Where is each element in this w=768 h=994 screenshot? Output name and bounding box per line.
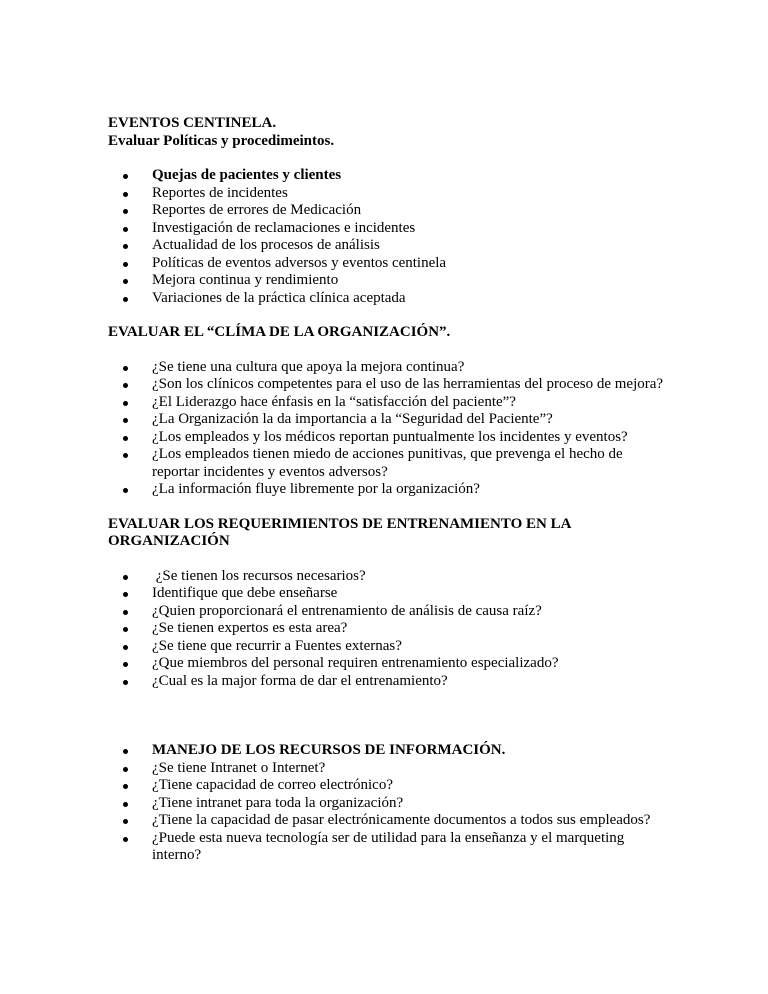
bullet-icon xyxy=(123,575,128,580)
document-page xyxy=(108,115,708,865)
bullet-icon xyxy=(123,262,128,267)
section-title-entrenamiento: EVALUAR LOS REQUERIMIENTOS DE ENTRENAMIENTO EN LA xyxy=(108,515,572,532)
list-politicas xyxy=(108,167,708,307)
bullet-icon xyxy=(123,837,128,842)
list-clima xyxy=(108,359,708,499)
bullet-icon xyxy=(123,418,128,423)
list-item: ¿Tiene la capacidad de pasar electrónicamente documentos a todos sus empleados? xyxy=(108,812,672,830)
bullet-icon xyxy=(123,453,128,458)
bullet-icon xyxy=(123,366,128,371)
bullet-icon xyxy=(123,436,128,441)
bullet-icon xyxy=(123,192,128,197)
bullet-icon xyxy=(123,749,128,754)
list-item: ¿Son los clínicos competentes para el uso de las herramientas del proceso de mejora? xyxy=(108,376,672,394)
section-title-informacion: MANEJO DE LOS RECURSOS DE INFORMACIÓN. xyxy=(152,742,506,758)
section-title-entrenamiento-cont: ORGANIZACIÓN xyxy=(108,533,230,549)
list-item: ¿Se tienen los recursos necesarios? xyxy=(108,568,672,586)
list-item: ¿Se tiene una cultura que apoya la mejora continua? xyxy=(108,359,672,377)
bullet-icon xyxy=(123,627,128,632)
bullet-icon xyxy=(123,279,128,284)
list-informacion xyxy=(108,742,708,865)
bullet-icon xyxy=(123,297,128,302)
bullet-icon xyxy=(123,645,128,650)
list-item: ¿La información fluye libremente por la organización? xyxy=(108,481,672,499)
section-title-clima: EVALUAR EL “CLÍMA DE LA ORGANIZACIÓN”. xyxy=(108,324,451,340)
list-item: ¿Tiene intranet para toda la organización? xyxy=(108,795,672,813)
list-item: ¿La Organización la da importancia a la “Seguridad del Paciente”? xyxy=(108,411,672,429)
list-item: Actualidad de los procesos de análisis xyxy=(108,237,672,255)
bullet-icon xyxy=(123,401,128,406)
list-item: ¿El Liderazgo hace énfasis en la “satisfacción del paciente”? xyxy=(108,394,672,412)
list-item: Reportes de incidentes xyxy=(108,185,672,203)
bullet-icon xyxy=(123,209,128,214)
section-subtitle: Evaluar Políticas y procedimeintos. xyxy=(108,132,335,149)
list-item: Reportes de errores de Medicación xyxy=(108,202,672,220)
list-entrenamiento xyxy=(108,568,708,691)
bullet-icon xyxy=(123,767,128,772)
bullet-icon xyxy=(123,819,128,824)
list-item: ¿Cual es la major forma de dar el entrenamiento? xyxy=(108,673,672,691)
list-item: ¿Los empleados tienen miedo de acciones punitivas, que prevenga el hecho de reportar incidentes y eventos adversos? xyxy=(108,446,672,481)
section-entrenamiento xyxy=(108,516,708,551)
bullet-icon xyxy=(123,784,128,789)
bullet-icon xyxy=(123,592,128,597)
bullet-icon xyxy=(123,488,128,493)
list-item: ¿Quien proporcionará el entrenamiento de análisis de causa raíz? xyxy=(108,603,672,621)
bullet-icon xyxy=(123,174,128,179)
list-item: Variaciones de la práctica clínica aceptada xyxy=(108,290,672,308)
list-item: ¿Se tienen expertos es esta area? xyxy=(108,620,672,638)
list-item: ¿Tiene capacidad de correo electrónico? xyxy=(108,777,672,795)
bullet-icon xyxy=(123,227,128,232)
list-item: Políticas de eventos adversos y eventos centinela xyxy=(108,255,672,273)
list-item: ¿Se tiene que recurrir a Fuentes externas? xyxy=(108,638,672,656)
list-item: ¿Puede esta nueva tecnología ser de utilidad para la enseñanza y el marqueting interno? xyxy=(108,830,672,865)
list-item: Identifique que debe enseñarse xyxy=(108,585,672,603)
bullet-icon xyxy=(123,680,128,685)
list-item: Investigación de reclamaciones e incidentes xyxy=(108,220,672,238)
bullet-icon xyxy=(123,802,128,807)
bullet-icon xyxy=(123,244,128,249)
list-item: ¿Que miembros del personal requiren entrenamiento especializado? xyxy=(108,655,672,673)
list-item: Quejas de pacientes y clientes xyxy=(108,167,672,185)
bullet-icon xyxy=(123,610,128,615)
list-item: Mejora continua y rendimiento xyxy=(108,272,672,290)
bullet-icon xyxy=(123,662,128,667)
section-title: EVENTOS CENTINELA. xyxy=(108,115,277,131)
list-item-heading xyxy=(108,742,672,760)
list-item: ¿Los empleados y los médicos reportan puntualmente los incidentes y eventos? xyxy=(108,429,672,447)
bullet-icon xyxy=(123,383,128,388)
list-item: ¿Se tiene Intranet o Internet? xyxy=(108,760,672,778)
section-eventos-centinela xyxy=(108,115,708,150)
